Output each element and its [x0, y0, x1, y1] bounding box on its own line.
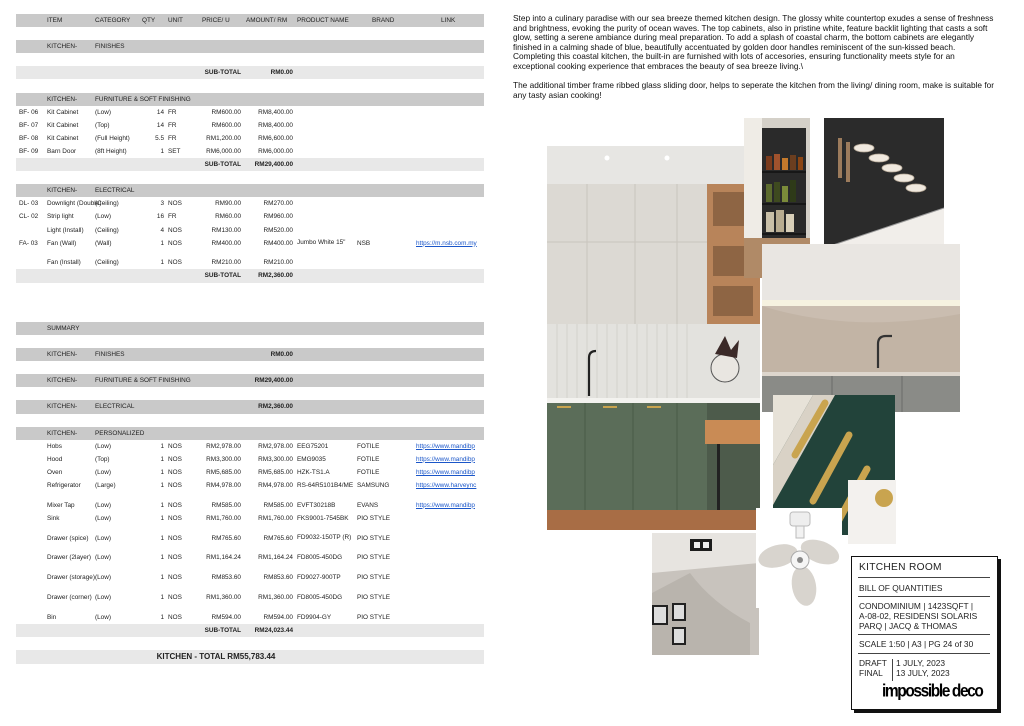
brand-name: FOTILE [357, 455, 380, 463]
item-name: Drawer (storage) [47, 574, 95, 582]
item-unit: NOS [168, 455, 182, 463]
table-row [16, 237, 484, 257]
item-category: (Low) [95, 213, 111, 221]
item-category: (Low) [95, 554, 111, 562]
subtotal-row-finishes [16, 66, 484, 79]
item-name: Kit Cabinet [47, 108, 79, 116]
subtotal-value: RM0.00 [270, 69, 293, 77]
item-qty: 1 [160, 442, 164, 450]
item-price: RM4,978.00 [206, 481, 241, 489]
item-unit: NOS [168, 239, 182, 247]
item-amount: RM765.60 [263, 534, 293, 542]
product-link[interactable]: https://www.mandibp [416, 442, 475, 450]
item-unit: NOS [168, 259, 182, 267]
item-amount: RM853.60 [263, 574, 293, 582]
item-name: Drawer (corner) [47, 594, 92, 602]
table-header-row [16, 14, 484, 27]
boq-table [16, 14, 484, 664]
table-row [16, 512, 484, 532]
brand-name: SAMSUNG [357, 481, 390, 489]
subtotal-value: RM24,023.44 [254, 626, 293, 634]
brand-name: FOTILE [357, 468, 380, 476]
item-amount: RM5,685.00 [258, 468, 293, 476]
item-price: RM60.00 [215, 213, 241, 221]
header-link: LINK [441, 17, 456, 24]
table-row [16, 466, 484, 479]
item-amount: RM4,978.00 [258, 481, 293, 489]
item-category: (Low) [95, 514, 111, 522]
brand-name: FOTILE [357, 442, 380, 450]
item-name: Drawer (2layer) [47, 554, 92, 562]
subtotal-row-personalized [16, 624, 484, 637]
item-amount: RM270.00 [263, 200, 293, 208]
section-category: ELECTRICAL [95, 187, 135, 195]
item-price: RM765.60 [211, 534, 241, 542]
table-row [16, 532, 484, 552]
item-name: Bin [47, 613, 57, 621]
summary-value: RM0.00 [270, 351, 293, 359]
item-price: RM1,360.00 [206, 594, 241, 602]
summary-row-furniture [16, 374, 484, 387]
final-date: 13 JULY, 2023 [896, 668, 950, 678]
product-link[interactable]: https://m.nsb.com.my [416, 239, 477, 247]
kitchen-render-image [547, 146, 760, 530]
item-unit: FR [168, 121, 177, 129]
item-unit: NOS [168, 226, 182, 234]
item-amount: RM8,400.00 [258, 121, 293, 129]
brand-logo: impossible deco [882, 681, 983, 701]
item-price: RM1,164.24 [206, 554, 241, 562]
product-name: EEG75201 [297, 442, 329, 450]
item-price: RM130.00 [211, 226, 241, 234]
section-category: PERSONALIZED [95, 429, 145, 437]
item-qty: 14 [156, 121, 164, 129]
summary-section: KITCHEN- [47, 351, 78, 359]
item-name: Kit Cabinet [47, 121, 79, 129]
item-price: RM210.00 [211, 259, 241, 267]
ceiling-fan-illustration [756, 508, 842, 608]
product-name: FKS9001-7545BK [297, 514, 349, 522]
brand-name: PIO STYLE [357, 574, 391, 582]
table-row [16, 551, 484, 571]
summary-category: FINISHES [95, 351, 125, 359]
item-price: RM400.00 [211, 239, 241, 247]
item-qty: 3 [160, 200, 164, 208]
item-unit: NOS [168, 534, 182, 542]
item-price: RM594.00 [211, 613, 241, 621]
item-code: BF- 06 [19, 108, 39, 116]
item-price: RM5,685.00 [206, 468, 241, 476]
item-amount: RM1,164.24 [258, 554, 293, 562]
doc-subtitle: BILL OF QUANTITIES [859, 583, 943, 593]
item-price: RM3,300.00 [206, 455, 241, 463]
subtotal-label: SUB-TOTAL [204, 161, 241, 169]
table-row [16, 132, 484, 145]
product-name: Jumbo White 15" [297, 239, 346, 247]
item-unit: NOS [168, 481, 182, 489]
item-code: BF- 09 [19, 147, 39, 155]
furniture-rows [16, 106, 484, 158]
item-name: Fan (Install) [47, 259, 81, 267]
item-qty: 1 [160, 554, 164, 562]
grand-total-row [16, 650, 484, 664]
item-unit: NOS [168, 468, 182, 476]
brand-name: NSB [357, 239, 371, 247]
header-qty: QTY [142, 17, 156, 24]
subtotal-label: SUB-TOTAL [204, 626, 241, 634]
item-amount: RM1,760.00 [258, 514, 293, 522]
item-price: RM1,200.00 [206, 134, 241, 142]
project-line-2: A-08-02, RESIDENSI SOLARIS [859, 611, 978, 621]
section-furniture [16, 93, 484, 106]
item-category: (Low) [95, 613, 111, 621]
subtotal-label: SUB-TOTAL [204, 272, 241, 280]
section-category: FURNITURE & SOFT FINISHING [95, 95, 191, 103]
item-unit: FR [168, 108, 177, 116]
summary-header [16, 322, 484, 335]
item-unit: SET [168, 147, 181, 155]
item-category: (Low) [95, 108, 111, 116]
project-rule [858, 634, 990, 635]
item-unit: NOS [168, 613, 182, 621]
table-row [16, 106, 484, 119]
item-name: Hood [47, 455, 63, 463]
brand-name: EVANS [357, 501, 379, 509]
item-unit: NOS [168, 442, 182, 450]
item-amount: RM594.00 [263, 613, 293, 621]
product-name: FD8005-450DG [297, 593, 343, 601]
brand-name: PIO STYLE [357, 594, 391, 602]
product-name: EMG9035 [297, 455, 326, 463]
design-description [513, 14, 999, 110]
item-qty: 1 [160, 468, 164, 476]
item-name: Refrigerator [47, 481, 81, 489]
item-qty: 1 [160, 594, 164, 602]
product-name: HZK-TS1.A [297, 468, 330, 476]
downlight-image [652, 533, 759, 655]
date-separator [892, 659, 893, 681]
brand-name: PIO STYLE [357, 613, 391, 621]
product-name: FD9027-900TP [297, 574, 341, 582]
table-row [16, 210, 484, 223]
room-title: KITCHEN ROOM [859, 562, 942, 573]
table-row [16, 571, 484, 591]
section-finishes [16, 40, 484, 53]
item-unit: NOS [168, 200, 182, 208]
header-brand: BRAND [372, 17, 395, 24]
item-price: RM853.60 [211, 574, 241, 582]
brand-name: PIO STYLE [357, 554, 391, 562]
table-row [16, 440, 484, 453]
item-category: (Low) [95, 574, 111, 582]
section-category: FINISHES [95, 43, 125, 51]
table-row [16, 145, 484, 158]
item-name: Hobs [47, 442, 62, 450]
scale-rule [858, 653, 990, 654]
item-price: RM600.00 [211, 108, 241, 116]
section-personalized [16, 427, 484, 440]
description-paragraph-2: The additional timber frame ribbed glass sliding door, helps to seperate the kitchen from the living/ dining room, make is suitable for any tasty asian cooking! [513, 80, 995, 100]
table-row [16, 197, 484, 210]
table-row [16, 453, 484, 466]
summary-value: RM29,400.00 [254, 377, 293, 385]
description-paragraph-1: Step into a culinary paradise with our sea breeze themed kitchen design. The glossy white countertop exudes a sense of freshness and brightness, evoking the purity of ocean waves. The top cabinets, also in pristine white, feature backlit lighting that casts a soft glow, setting a serene ambiance during meal preparation. To add a splash of coastal charm, the bottom cabinets are elegantly finished in a calming shade of blue, beautifully accentuated by golden door handles reminiscent of the sun-kissed beach. Completing this coastal kitchen, the built-in are furnished with lots of accesories, ensuring functionality meets style for an exceptional cooking experience that embraces the beauty of sea breeze living.\ [513, 13, 994, 71]
product-name: FD8005-450DG [297, 554, 343, 562]
section-electrical [16, 184, 484, 197]
item-category: (Low) [95, 442, 111, 450]
summary-row-electrical [16, 400, 484, 413]
final-label: FINAL [859, 668, 883, 678]
subtotal-label: SUB-TOTAL [204, 69, 241, 77]
item-amount: RM585.00 [263, 501, 293, 509]
item-name: Oven [47, 468, 63, 476]
item-category: (Low) [95, 468, 111, 476]
item-price: RM1,760.00 [206, 514, 241, 522]
item-category: (Full Height) [95, 134, 130, 142]
grand-total: KITCHEN - TOTAL RM55,783.44 [156, 652, 276, 662]
section-label: KITCHEN- [47, 95, 78, 103]
item-amount: RM8,400.00 [258, 108, 293, 116]
item-qty: 1 [160, 514, 164, 522]
item-category: (Ceiling) [95, 226, 119, 234]
item-name: Barn Door [47, 147, 77, 155]
item-name: Strip light [47, 213, 74, 221]
item-unit: NOS [168, 514, 182, 522]
table-row [16, 256, 484, 269]
table-row [16, 591, 484, 611]
item-amount: RM210.00 [263, 259, 293, 267]
personalized-rows [16, 440, 484, 624]
product-link[interactable]: https://www.mandibp [416, 455, 475, 463]
section-label: KITCHEN- [47, 187, 78, 195]
product-link[interactable]: https://www.mandibp [416, 501, 475, 509]
header-unit: UNIT [168, 17, 183, 24]
section-label: KITCHEN- [47, 43, 78, 51]
item-category: (8ft Height) [95, 147, 127, 155]
item-name: Kit Cabinet [47, 134, 79, 142]
summary-section: KITCHEN- [47, 403, 78, 411]
header-product: PRODUCT NAME [297, 17, 349, 24]
header-category: CATEGORY [95, 17, 131, 24]
draft-date: 1 JULY, 2023 [896, 658, 946, 668]
item-category: (Top) [95, 455, 110, 463]
header-item: ITEM [47, 17, 63, 24]
item-category: (Top) [95, 121, 110, 129]
item-amount: RM2,978.00 [258, 442, 293, 450]
summary-section: KITCHEN- [47, 377, 78, 385]
item-qty: 1 [160, 481, 164, 489]
summary-title: SUMMARY [47, 324, 80, 332]
item-amount: RM400.00 [263, 239, 293, 247]
scale-info: SCALE 1:50 | A3 | PG 24 of 30 [859, 639, 974, 649]
brand-name: PIO STYLE [357, 514, 391, 522]
draft-label: DRAFT [859, 658, 887, 668]
project-line-1: CONDOMINIUM | 1423SQFT | [859, 601, 974, 611]
item-price: RM600.00 [211, 121, 241, 129]
item-category: (Low) [95, 534, 111, 542]
item-name: Drawer (spice) [47, 534, 89, 542]
item-qty: 1 [160, 147, 164, 155]
item-code: BF- 07 [19, 121, 39, 129]
item-category: (Low) [95, 594, 111, 602]
item-qty: 1 [160, 613, 164, 621]
subtotal-row-furniture [16, 158, 484, 171]
item-amount: RM6,000.00 [258, 147, 293, 155]
item-category: (Wall) [95, 239, 112, 247]
item-unit: NOS [168, 501, 182, 509]
summary-category: FURNITURE & SOFT FINISHING [95, 377, 191, 385]
item-qty: 5.5 [155, 134, 164, 142]
item-name: Light (Install) [47, 226, 84, 234]
brass-knob-illustration [848, 480, 896, 544]
section-label: KITCHEN- [47, 429, 78, 437]
product-name: FD9904-GY [297, 613, 332, 621]
product-link[interactable]: https://www.harveync [416, 481, 477, 489]
table-row [16, 611, 484, 624]
electrical-rows [16, 197, 484, 269]
product-link[interactable]: https://www.mandibp [416, 468, 475, 476]
item-price: RM585.00 [211, 501, 241, 509]
project-line-3: PARQ | JACQ & THOMAS [859, 621, 958, 631]
table-row [16, 499, 484, 512]
summary-value: RM2,360.00 [258, 403, 293, 411]
table-row [16, 119, 484, 132]
subtotal-row-electrical [16, 269, 484, 282]
item-qty: 1 [160, 239, 164, 247]
ceiling-fan-image [756, 508, 842, 608]
header-price: PRICE/ U [202, 17, 230, 24]
item-name: Downlight (Double) [47, 200, 102, 208]
item-qty: 4 [160, 226, 164, 234]
item-amount: RM520.00 [263, 226, 293, 234]
item-price: RM90.00 [215, 200, 241, 208]
item-name: Sink [47, 514, 60, 522]
brass-knob-image [848, 480, 896, 544]
item-qty: 1 [160, 455, 164, 463]
item-category: (Large) [95, 481, 116, 489]
table-row [16, 224, 484, 237]
item-category: (Low) [95, 501, 111, 509]
product-name: RS-64R5101B4/ME [297, 481, 354, 489]
item-price: RM6,000.00 [206, 147, 241, 155]
item-code: FA- 03 [19, 239, 38, 247]
brand-name: PIO STYLE [357, 534, 391, 542]
subtitle-rule [858, 596, 990, 597]
kitchen-render-illustration [547, 146, 760, 530]
item-code: BF- 08 [19, 134, 39, 142]
downlight-illustration [652, 533, 759, 655]
item-unit: NOS [168, 554, 182, 562]
item-qty: 16 [156, 213, 164, 221]
item-amount: RM3,300.00 [258, 455, 293, 463]
table-row [16, 479, 484, 499]
title-rule [858, 577, 990, 578]
item-qty: 1 [160, 259, 164, 267]
summary-category: ELECTRICAL [95, 403, 135, 411]
item-name: Mixer Tap [47, 501, 75, 509]
title-block [851, 556, 998, 710]
item-code: CL- 02 [19, 213, 39, 221]
item-unit: FR [168, 213, 177, 221]
item-category: (Ceiling) [95, 200, 119, 208]
item-amount: RM1,360.00 [258, 594, 293, 602]
item-code: DL- 03 [19, 200, 39, 208]
item-unit: FR [168, 134, 177, 142]
product-name: FD9032-150TP (R) [297, 534, 352, 542]
product-name: EVFT30218B [297, 501, 336, 509]
subtotal-value: RM2,360.00 [258, 272, 293, 280]
item-qty: 14 [156, 108, 164, 116]
item-qty: 1 [160, 574, 164, 582]
item-qty: 1 [160, 534, 164, 542]
item-category: (Ceiling) [95, 259, 119, 267]
item-price: RM2,978.00 [206, 442, 241, 450]
backsplash-image [762, 244, 960, 412]
item-amount: RM960.00 [263, 213, 293, 221]
item-amount: RM6,600.00 [258, 134, 293, 142]
item-unit: NOS [168, 594, 182, 602]
subtotal-value: RM29,400.00 [254, 161, 293, 169]
header-amount: AMOUNT/ RM [246, 17, 288, 24]
item-qty: 1 [160, 501, 164, 509]
summary-row-finishes [16, 348, 484, 361]
backsplash-illustration [762, 244, 960, 412]
item-name: Fan (Wall) [47, 239, 77, 247]
item-unit: NOS [168, 574, 182, 582]
